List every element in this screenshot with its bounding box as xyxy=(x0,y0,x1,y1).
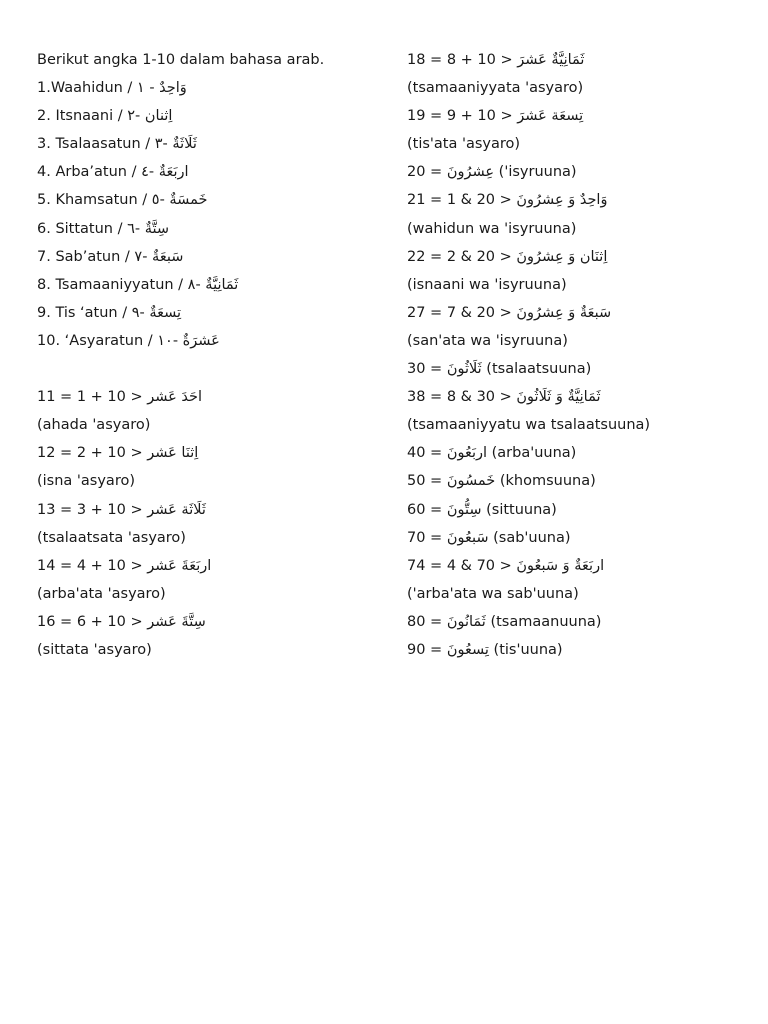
left-column-line: 10. ‘Asyaratun / عَشرَةٌ -١٠ xyxy=(37,332,220,349)
right-column-line: (isnaani wa 'isyruuna) xyxy=(407,276,567,293)
left-column-line: 16 = 6 + 10 > سِتَّةَ عَشر xyxy=(37,613,206,630)
left-column xyxy=(37,46,397,664)
left-column-line: 12 = 2 + 10 > اِثنَا عَشر xyxy=(37,445,199,462)
right-column-line: 22 = 2 & 20 > اِثنَان وَ عِشرُونَ xyxy=(407,248,608,265)
left-column-line: 3. Tsalaasatun / ثَلَاثَةٌ -٣ xyxy=(37,136,197,153)
right-column-line: 30 = ثَلَاثُونَ (tsalaatsuuna) xyxy=(407,361,592,378)
left-column-line: 14 = 4 + 10 > اربَعَةَ عَشر xyxy=(37,557,212,574)
right-column-line: 21 = 1 & 20 > وَاحِدٌ وَ عِشرُونَ xyxy=(407,192,608,209)
right-column-line: 19 = 9 + 10 > تِسعَة عَشرَ xyxy=(407,108,584,125)
left-column-line: 6. Sittatun / سِتَّةٌ -٦ xyxy=(37,220,170,237)
right-column-line: 40 = اربَعُونَ (arba'uuna) xyxy=(407,445,577,462)
left-column-line: (isna 'asyaro) xyxy=(37,473,135,490)
right-column-line: (tsamaaniyyata 'asyaro) xyxy=(407,80,584,97)
right-column-line: (tis'ata 'asyaro) xyxy=(407,136,521,153)
left-column-line: (ahada 'asyaro) xyxy=(37,417,151,434)
left-column-line: 11 = 1 + 10 > احَدَ عَشر xyxy=(37,389,203,406)
right-column-line: ('arba'ata wa sab'uuna) xyxy=(407,585,579,602)
right-column xyxy=(407,46,767,664)
right-column-line: (tsamaaniyyatu wa tsalaatsuuna) xyxy=(407,417,651,434)
left-column-line: 5. Khamsatun / خَمسَةٌ -٥ xyxy=(37,192,208,209)
right-column-line: 27 = 7 & 20 > سَبعَةٌ وَ عِشرُونَ xyxy=(407,304,612,321)
left-column-line: 2. Itsnaani / اِثنان -٢ xyxy=(37,108,173,125)
left-column-line: (sittata 'asyaro) xyxy=(37,641,152,658)
left-column-line: 7. Sab’atun / سَبعَةٌ -٧ xyxy=(37,248,184,265)
left-column-line: 1.Waahidun / وَاحِدٌ - ١ xyxy=(37,80,187,97)
left-column-line: 4. Arba’atun / اربَعَةٌ -٤ xyxy=(37,164,189,181)
left-column-line: 8. Tsamaaniyyatun / ثَمَانِيَّةٌ -٨ xyxy=(37,276,239,293)
right-column-line: (san'ata wa 'isyruuna) xyxy=(407,332,568,349)
right-column-line: 70 = سَبعُونَ (sab'uuna) xyxy=(407,529,571,546)
left-column-line: (tsalaatsata 'asyaro) xyxy=(37,529,186,546)
right-column-line: 50 = خَمسُونَ (khomsuuna) xyxy=(407,473,596,490)
left-column-line: Berikut angka 1-10 dalam bahasa arab. xyxy=(37,52,325,68)
right-column-line: 38 = 8 & 30 > ثَمَانِيَّةٌ وَ ثَلَاثُونَ xyxy=(407,389,601,406)
left-column-spacer xyxy=(37,355,397,383)
right-column-line: 60 = سِتُّونَ (sittuuna) xyxy=(407,501,557,518)
right-column-line: 74 = 4 & 70 > اربَعَةٌ وَ سَبعُونَ xyxy=(407,557,605,574)
right-column-line: (wahidun wa 'isyruuna) xyxy=(407,220,577,237)
left-column-line: (arba'ata 'asyaro) xyxy=(37,585,166,602)
left-column-line: 9. Tis ‘atun / تِسعَةٌ -٩ xyxy=(37,304,182,321)
right-column-line: 20 = عِشرُونَ ('isyruuna) xyxy=(407,164,577,181)
right-column-line: 80 = ثَمَانُونَ (tsamaanuuna) xyxy=(407,613,602,630)
left-column-line: 13 = 3 + 10 > ثَلَاثَة عَشر xyxy=(37,501,206,518)
right-column-line: 18 = 8 + 10 > ثَمَانِيَّةٌ عَشرَ xyxy=(407,52,585,68)
right-column-line: 90 = تِسعُونَ (tis'uuna) xyxy=(407,641,563,658)
